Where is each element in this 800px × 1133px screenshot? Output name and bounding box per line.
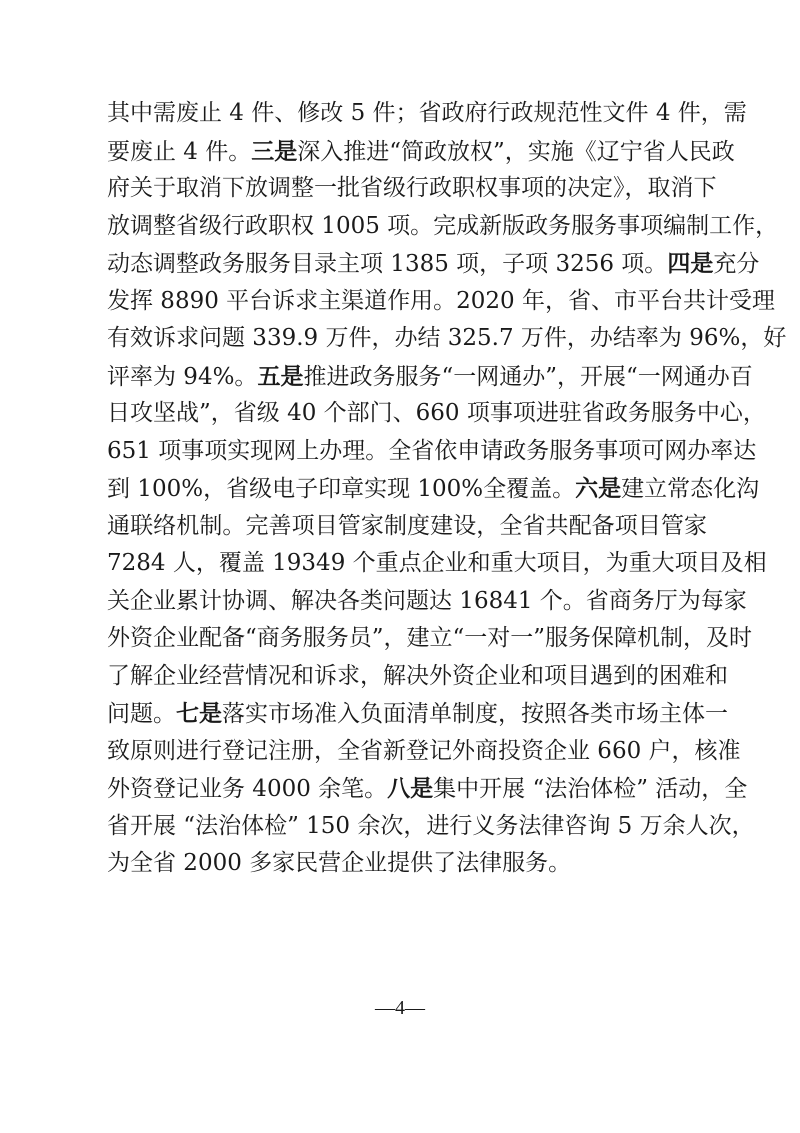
text-run: 充分: [713, 251, 760, 277]
text-line: [107, 808, 755, 846]
text-line: [107, 245, 760, 283]
text-line: [107, 733, 741, 771]
bold-run: 八是: [387, 775, 434, 802]
text-run: 有效诉求问题 339.9 万件，办结 325.7 万件，办结率为 96%，好: [107, 325, 787, 351]
text-run: 外资登记业务 4000 余笔。: [107, 776, 388, 802]
text-line: [107, 470, 760, 508]
text-line: [107, 358, 753, 396]
text-line: [107, 620, 753, 658]
text-run: 为全省 2000 多家民营企业提供了法律服务。: [107, 850, 572, 876]
text-line: [107, 95, 747, 133]
text-run: 致原则进行登记注册，全省新登记外商投资企业 660 户，核准: [107, 737, 741, 764]
text-run: 建立常态化沟: [621, 476, 760, 502]
text-line: [107, 770, 748, 808]
text-line: [107, 658, 728, 696]
text-run: 省开展 “法治体检” 150 余次，进行义务法律咨询 5 万余人次，: [107, 812, 755, 839]
text-run: 评率为 94%。: [107, 363, 258, 390]
text-run: 了解企业经营情况和诉求，解决外资企业和项目遇到的困难和: [107, 662, 728, 689]
text-run: 要废止 4 件。: [107, 138, 252, 165]
text-run: 日攻坚战”，省级 40 个部门、660 项事项进驻省政务服务中心，: [107, 400, 766, 426]
text-line: [107, 508, 707, 546]
text-line: [107, 208, 779, 246]
text-line: [107, 433, 757, 471]
text-line: [107, 283, 775, 321]
text-run: 深入推进“简政放权”，实施《辽宁省人民政: [297, 138, 735, 165]
text-run: 651 项事项实现网上办理。全省依申请政务服务事项可网办率达: [107, 437, 757, 464]
bold-run: 五是: [257, 362, 304, 390]
bold-run: 六是: [575, 475, 622, 502]
text-line: [107, 695, 728, 733]
text-run: 7284 人，覆盖 19349 个重点企业和重大项目，为重大项目及相: [107, 550, 767, 576]
text-run: 问题。: [107, 701, 176, 727]
text-line: [107, 170, 717, 208]
text-line: [107, 583, 747, 621]
text-run: 动态调整政务服务目录主项 1385 项，子项 3256 项。: [107, 251, 668, 277]
text-line: [107, 133, 735, 171]
text-run: 发挥 8890 平台诉求主渠道作用。2020 年，省、市平台共计受理: [107, 287, 775, 314]
bold-run: 三是: [251, 137, 298, 165]
body-text: [107, 95, 787, 883]
text-line: [107, 545, 767, 583]
text-run: 其中需废止 4 件、修改 5 件；省政府行政规范性文件 4 件，需: [107, 100, 747, 126]
text-run: 到 100%，省级电子印章实现 100%全覆盖。: [107, 476, 576, 502]
text-line: [107, 395, 766, 433]
text-run: 推进政务服务“一网通办”，开展“一网通办百: [303, 363, 753, 390]
text-run: 通联络机制。完善项目管家制度建设，全省共配备项目管家: [107, 512, 707, 539]
text-run: 落实市场准入负面清单制度，按照各类市场主体一: [222, 701, 728, 727]
text-run: 府关于取消下放调整一批省级行政职权事项的决定》，取消下: [107, 175, 717, 201]
text-line: [107, 845, 707, 883]
text-run: 集中开展 “法治体检” 活动，全: [433, 776, 748, 802]
text-run: 关企业累计协调、解决各类问题达 16841 个。省商务厅为每家: [107, 587, 747, 614]
bold-run: 四是: [667, 250, 714, 277]
bold-run: 七是: [176, 700, 222, 727]
text-run: 外资企业配备“商务服务员”，建立“一对一”服务保障机制，及时: [107, 625, 753, 651]
text-run: 放调整省级行政职权 1005 项。完成新版政务服务事项编制工作，: [107, 212, 779, 239]
page-number: —4—: [375, 997, 425, 1019]
text-line: [107, 320, 787, 358]
